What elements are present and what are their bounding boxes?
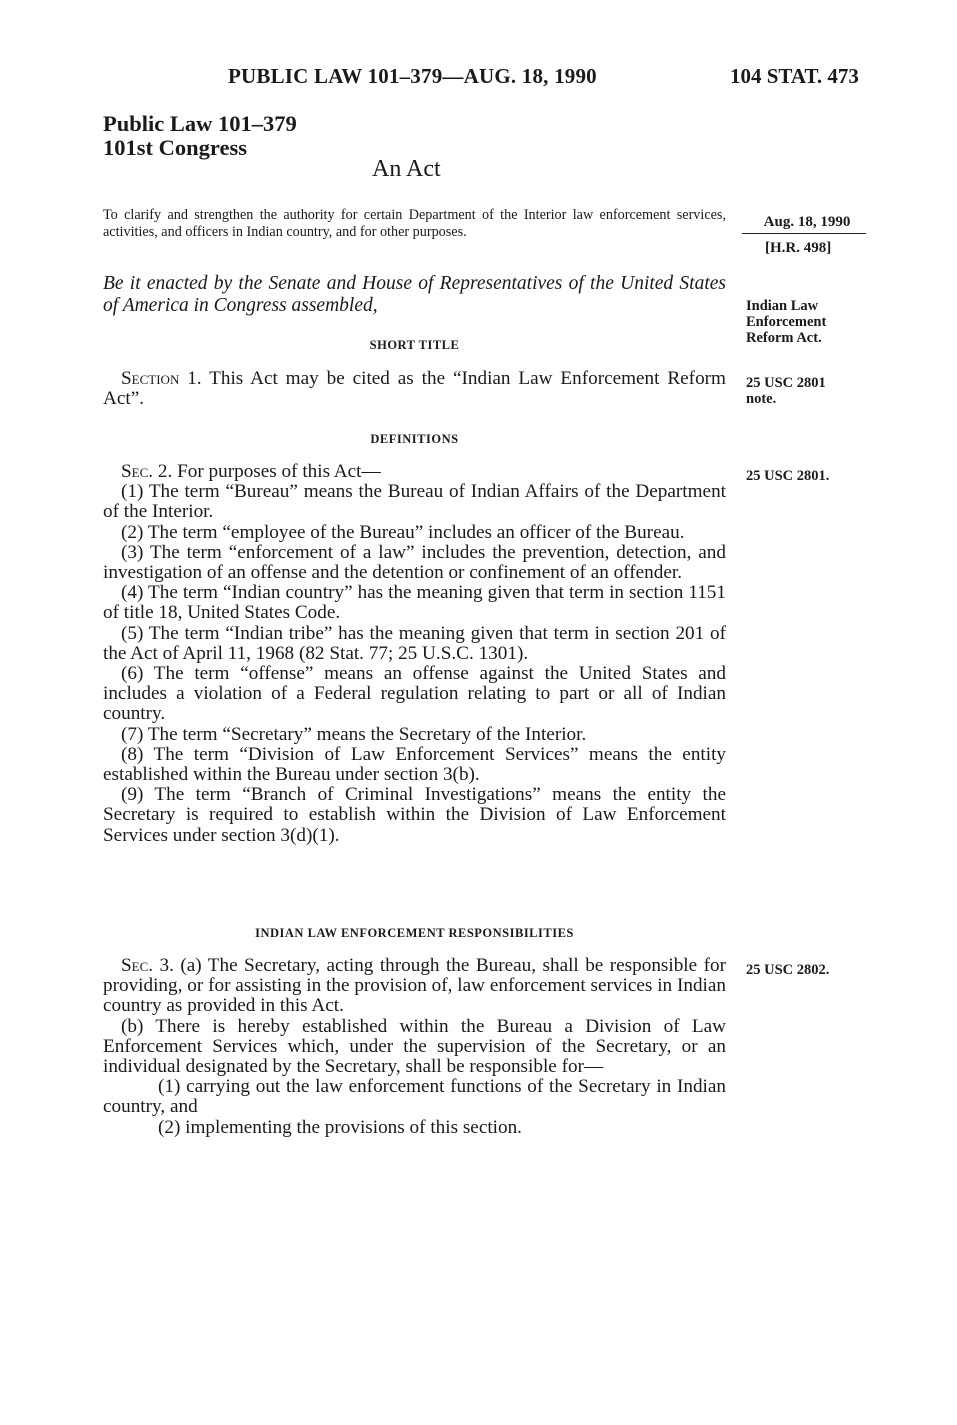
section-label: Sec. 2. [121, 461, 173, 482]
section-label: Section 1. [121, 368, 202, 389]
definition-item: (1) The term “Bureau” means the Bureau of Indian Affairs of the Department of the Interior. [103, 481, 726, 523]
margin-note-line: note. [746, 391, 777, 407]
section-text: This Act may be cited as the “Indian Law Enforcement Reform Act”. [103, 368, 726, 410]
enactment-date: Aug. 18, 1990 [763, 214, 851, 230]
margin-note-sec2: 25 USC 2801. [746, 468, 830, 484]
bill-number: [H.R. 498] [765, 240, 832, 256]
definition-item: (7) The term “Secretary” means the Secretary of the Interior. [121, 723, 587, 745]
heading-short-title: SHORT TITLE [369, 338, 460, 352]
margin-note-sec1 [746, 375, 856, 407]
margin-note-line: Indian Law [746, 298, 819, 314]
running-head: PUBLIC LAW 101–379—AUG. 18, 1990 [228, 64, 597, 88]
section-1 [103, 369, 726, 409]
an-act-title: An Act [372, 156, 441, 182]
purpose-statement: To clarify and strengthen the authority for certain Department of the Interior law enforcement services, activities, and officers in Indian country, and for other purposes. [103, 207, 726, 240]
public-law-number: Public Law 101–379 [103, 111, 297, 136]
congress-number: 101st Congress [103, 135, 247, 160]
definition-item: (5) The term “Indian tribe” has the meaning given that term in section 201 of the Act of April 11, 1968 (82 Stat. 77; 25 U.S.C. 1301). [103, 622, 726, 664]
margin-note-line: Enforcement [746, 314, 827, 330]
subsection-b: (b) There is hereby established within the Bureau a Division of Law Enforcement Services which, under the supervision of the Secretary, or an individual designated by the Secretary, shall be responsible for— [103, 1015, 726, 1078]
margin-divider-rule [742, 233, 866, 234]
margin-note-line: Reform Act. [746, 330, 822, 346]
definition-item: (4) The term “Indian country” has the meaning given that term in section 1151 of title 18, United States Code. [103, 582, 726, 624]
heading-definitions: DEFINITIONS [370, 432, 459, 446]
responsibility-item: (2) implementing the provisions of this section. [158, 1116, 522, 1138]
definition-item: (8) The term “Division of Law Enforcement Services” means the entity established within the Bureau under section 3(b). [103, 743, 726, 786]
margin-note-line: 25 USC 2801 [746, 375, 826, 391]
definition-item: (9) The term “Branch of Criminal Investigations” means the entity the Secretary is required to establish within the Division of Law Enforcement Services under section 3(d)(1). [103, 784, 726, 846]
section-3 [103, 956, 726, 1138]
definition-item: (6) The term “offense” means an offense against the United States and includes a violation of a Federal regulation relating to part or all of Indian country. [103, 663, 726, 725]
law-identifier [103, 112, 297, 160]
margin-note-act-name [746, 298, 856, 346]
responsibility-item: (1) carrying out the law enforcement functions of the Secretary in Indian country, and [103, 1076, 726, 1118]
margin-note-sec3: 25 USC 2802. [746, 962, 830, 978]
section-label: Sec. 3. [121, 955, 174, 976]
definition-item: (3) The term “enforcement of a law” includes the prevention, detection, and investigation of an offense and the detention or confinement of an offender. [103, 541, 726, 584]
statutes-page-reference: 104 STAT. 473 [730, 64, 859, 88]
subsection-a: (a) The Secretary, acting through the Bureau, shall be responsible for providing, or for assisting in the provision of, law enforcement services in Indian country as provided in this Act. [103, 955, 726, 1017]
heading-responsibilities: INDIAN LAW ENFORCEMENT RESPONSIBILITIES [255, 926, 574, 940]
enacting-clause: Be it enacted by the Senate and House of Representatives of the United States of America in Congress assembled, [103, 273, 726, 316]
section-intro: For purposes of this Act— [172, 461, 381, 482]
section-2 [103, 462, 726, 846]
definition-item: (2) The term “employee of the Bureau” includes an officer of the Bureau. [121, 521, 685, 543]
